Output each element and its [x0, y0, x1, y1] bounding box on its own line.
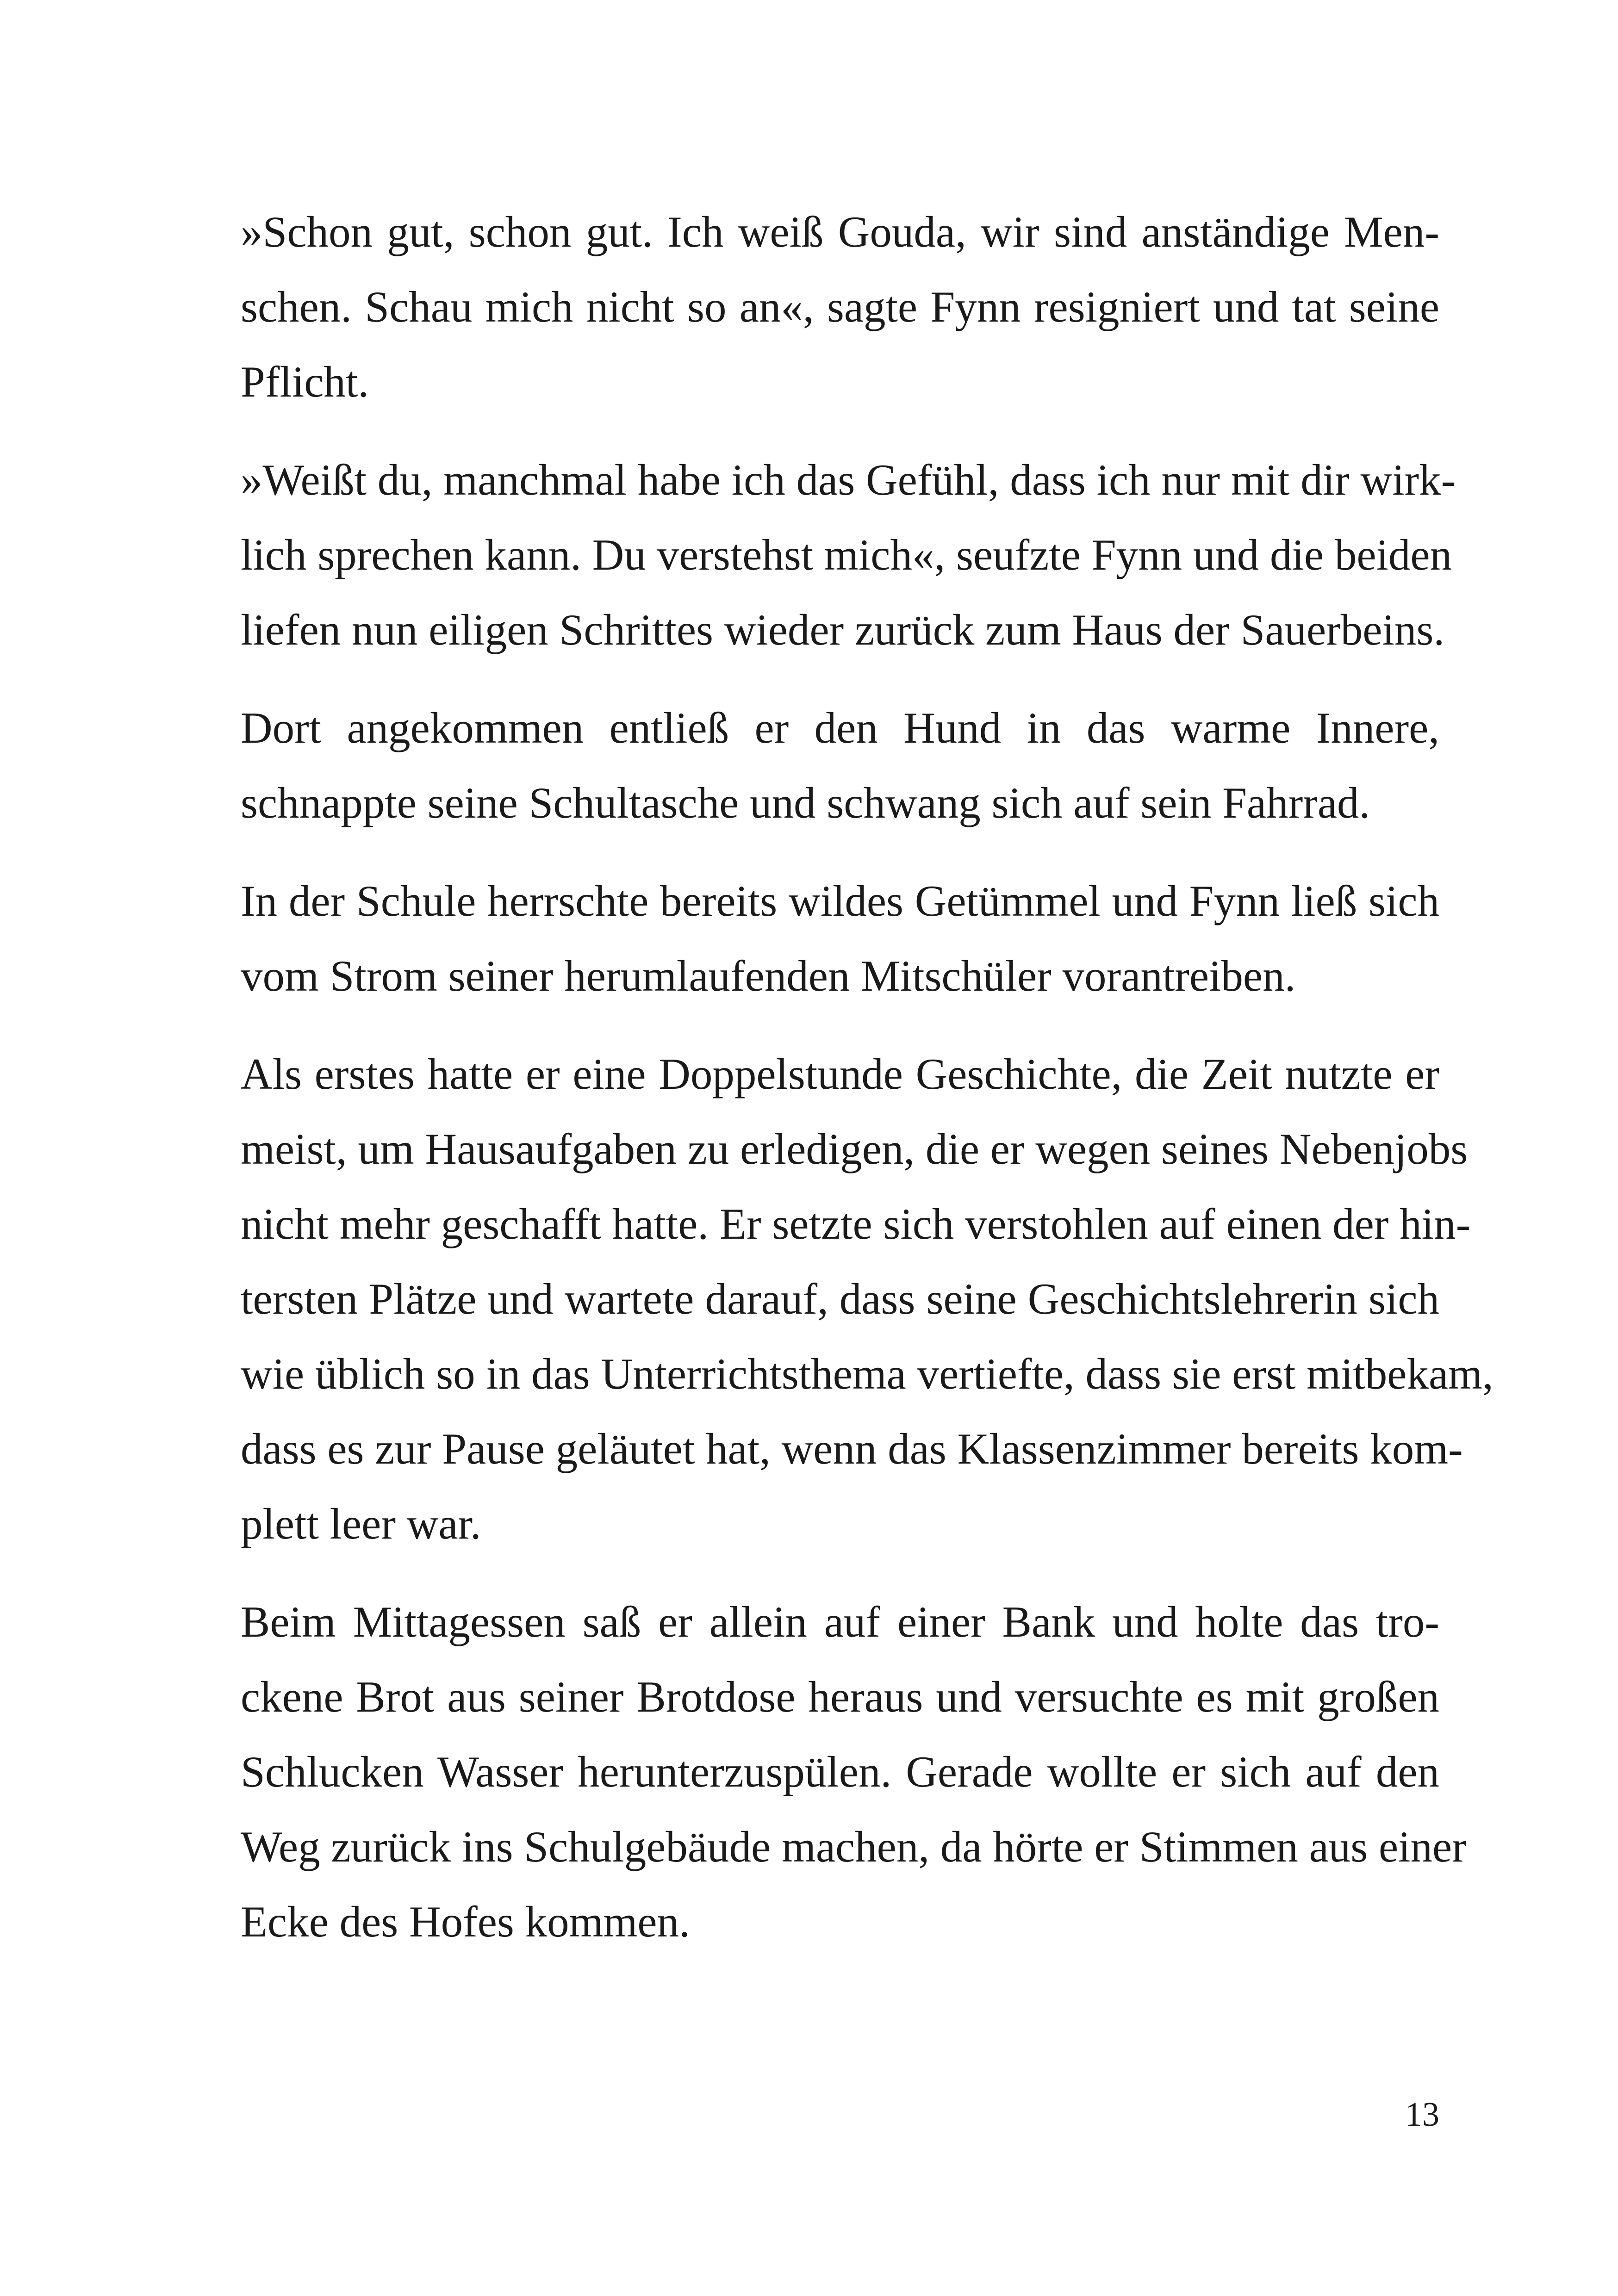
text-line: Weg zurück ins Schulgebäude machen, da hörte er Stimmen aus einer	[241, 1822, 1467, 1871]
body-text	[185, 194, 1494, 1982]
text-line: Schlucken Wasser herunterzuspülen. Gerade wollte er sich auf den	[241, 1747, 1439, 1796]
paragraph-6	[185, 1584, 1467, 1959]
text-line: Dort angekommen entließ er den Hund in das warme Innere,	[241, 703, 1439, 752]
text-line: meist, um Hausaufgaben zu erledigen, die er wegen seines Nebenjobs	[241, 1124, 1468, 1173]
text-line: wie üblich so in das Unterrichtsthema vertiefte, dass sie erst mitbekam,	[241, 1349, 1494, 1398]
text-line: tersten Plätze und wartete darauf, dass seine Geschichtslehrerin sich	[241, 1274, 1439, 1323]
text-line: Als erstes hatte er eine Doppelstunde Geschichte, die Zeit nutzte er	[241, 1049, 1439, 1098]
text-line: Pflicht.	[241, 357, 369, 406]
text-line: schen. Schau mich nicht so an«, sagte Fynn resigniert und tat seine	[241, 282, 1439, 331]
text-line: Ecke des Hofes kommen.	[241, 1897, 690, 1946]
text-line: ckene Brot aus seiner Brotdose heraus und versuchte es mit großen	[241, 1672, 1439, 1721]
text-line: vom Strom seiner herumlaufenden Mitschüler vorantreiben.	[241, 951, 1296, 1000]
paragraph-5	[185, 1036, 1494, 1561]
text-line: liefen nun eiligen Schrittes wieder zurück zum Haus der Sauerbeins.	[241, 605, 1445, 654]
text-line: nicht mehr geschafft hatte. Er setzte sich verstohlen auf einen der hin-	[241, 1199, 1471, 1248]
text-line: schnappte seine Schultasche und schwang sich auf sein Fahrrad.	[241, 778, 1370, 827]
paragraph-1	[185, 194, 1439, 419]
paragraph-2	[185, 442, 1456, 667]
paragraph-3	[185, 690, 1439, 840]
text-line: plett leer war.	[241, 1499, 481, 1548]
text-line: dass es zur Pause geläutet hat, wenn das Klassenzimmer bereits kom-	[241, 1424, 1463, 1473]
text-line: »Weißt du, manchmal habe ich das Gefühl, dass ich nur mit dir wirk-	[241, 455, 1456, 504]
text-line: Beim Mittagessen saß er allein auf einer Bank und holte das tro-	[241, 1597, 1439, 1646]
text-line: lich sprechen kann. Du verstehst mich«, seufzte Fynn und die beiden	[241, 530, 1452, 579]
paragraph-4	[185, 863, 1439, 1013]
page-number: 13	[1405, 2096, 1439, 2134]
text-line: »Schon gut, schon gut. Ich weiß Gouda, wir sind anständige Men-	[241, 207, 1439, 256]
text-line: In der Schule herrschte bereits wildes Getümmel und Fynn ließ sich	[241, 876, 1439, 925]
